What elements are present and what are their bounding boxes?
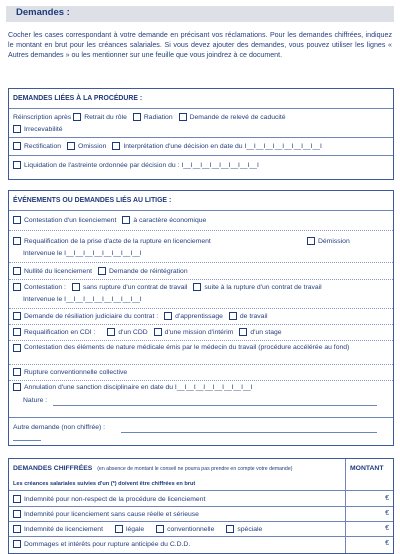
checkbox-sans-rupture[interactable] [72,283,80,291]
suite-rupture-label: suite à la rupture d'un contrat de travail [204,283,322,291]
reintegration-label: Demande de réintégration [109,267,188,275]
checkbox-apprentissage[interactable] [164,312,172,320]
demission-label: Démission [318,237,350,245]
de-travail-label: de travail [239,312,268,320]
divider [9,417,393,418]
checkbox-cdd[interactable] [107,328,115,336]
divider [9,324,393,325]
interpretation-label: Interprétation d'une décision en date du I__I__I__I__I__I__I__I__I [123,142,322,150]
divider [9,279,393,280]
procedure-section [8,88,394,180]
divider [9,137,393,138]
checkbox-retrait[interactable] [73,113,81,121]
row-resiliation [13,312,268,320]
item-row [13,525,262,533]
currency-symbol: € [385,540,389,547]
checkbox-demission[interactable] [307,237,315,245]
divider [9,521,393,522]
checkbox-de-travail[interactable] [229,312,237,320]
checkbox-liquidation[interactable] [13,161,21,169]
item-label: Dommages et intérêts pour rupture anticipée du C.D.D. [24,540,191,548]
speciale-label: spéciale [237,525,263,533]
item-row [13,510,199,518]
nullite-label: Nullité du licenciement [24,267,93,275]
conventionnelle-label: conventionnelle [167,525,215,533]
item-label: Indemnité pour licenciement sans cause réelle et sérieuse [24,510,199,518]
sans-rupture-label: sans rupture d'un contrat de travail [82,283,188,291]
economique-label: à caractère économique [133,216,207,224]
row-requalification [13,237,211,245]
divider [9,308,393,309]
contestation-licenciement-label: Contestation d'un licenciement [24,216,117,224]
divider [9,380,393,381]
item-row [13,540,190,548]
divider [9,230,393,231]
checkbox-annulation[interactable] [13,383,21,391]
apprentissage-label: d'apprentissage [175,312,223,320]
requal-cdi-label: Requalification en CDI : [24,328,96,336]
divider [9,155,393,156]
row-requal-cdi [13,328,282,336]
row-rectification [13,142,322,150]
row-annulation [13,383,252,391]
divider [9,536,393,537]
row-contestation-licenciement [13,216,206,224]
row-nullite [13,267,188,275]
section-title-litige: ÉVÉNEMENTS OU DEMANDES LIÉS AU LITIGE : [13,197,172,204]
checkbox-legale[interactable] [115,525,123,533]
checkbox-speciale[interactable] [226,525,234,533]
row-medical [13,343,385,352]
checkbox-requalification[interactable] [13,237,21,245]
page-title: Demandes : [16,7,70,18]
cdd-label: d'un CDD [118,328,148,336]
instructions-text: Cocher les cases correspondant à votre demande en précisant vos réclamations. Pour les demandes chiffrées, indiquez le montant en brut pour les créances salariales. Si vous devez ajouter des demandes, vous pouvez utiliser les lignes « Autres demandes » ou les mentionner sur une feuille que vous joindrez à ce document. [8,31,392,59]
checkbox-requal-cdi[interactable] [13,328,21,336]
divider [9,210,393,211]
contestation-label: Contestation : [24,283,66,291]
section-title-procedure: DEMANDES LIÉES À LA PROCÉDURE : [13,95,143,102]
nature-field[interactable] [53,405,377,406]
checkbox-reintegration[interactable] [98,267,106,275]
item-label: Indemnité pour non-respect de la procédure de licenciement [24,495,206,503]
reinscription-label: Réinscription après [13,113,72,121]
checkbox-resiliation[interactable] [13,312,21,320]
legale-label: légale [125,525,145,533]
checkbox-suite-rupture[interactable] [193,283,201,291]
radiation-label: Radiation [143,113,173,121]
divider [9,262,393,263]
intervenue-date-2: Intervenue le I__I__I__I__I__I__I__I__I [23,296,142,303]
checkbox-medical[interactable] [13,344,21,352]
rectification-label: Rectification [24,142,62,150]
currency-symbol: € [385,495,389,502]
medical-label: Contestation des éléments de nature médicale émis par le médecin du travail (procédure accélérée au fond) [24,344,350,351]
stage-label: d'un stage [250,328,282,336]
row-rupture-conventionnelle [13,368,127,376]
checkbox-item-cdd[interactable] [13,540,21,548]
checkbox-stage[interactable] [239,328,247,336]
checkbox-radiation[interactable] [133,113,141,121]
row-contestation [13,283,322,291]
resiliation-label: Demande de résiliation judiciaire du contrat : [24,312,159,320]
intervenue-date-1: Intervenue le I__I__I__I__I__I__I__I__I [23,250,142,257]
requalification-label: Requalification de la prise d'acte de la rupture en licenciement [24,237,211,245]
checkbox-interim[interactable] [154,328,162,336]
item-row [13,495,205,503]
row-reinscription [13,113,286,121]
demission-option [307,237,350,245]
autre-demande-field[interactable] [121,432,377,433]
litige-section [8,190,394,446]
checkbox-rupture-conventionnelle[interactable] [13,368,21,376]
checkbox-rectification[interactable] [13,142,21,150]
divider [9,490,393,491]
chiffrees-note: (en absence de montant le conseil ne pourra pas prendre en compte votre demande) [97,466,293,472]
interim-label: d'une mission d'intérim [164,328,234,336]
checkbox-item-sans-cause[interactable] [13,510,21,518]
demandes-header [6,6,394,22]
checkbox-interpretation[interactable] [112,142,120,150]
irrecevabilite-label: Irrecevabilité [24,125,63,133]
divider [9,108,393,109]
currency-symbol: € [385,525,389,532]
annulation-label: Annulation d'une sanction disciplinaire en date du I__I__I__I__I__I__I__I__I [24,383,253,391]
autre-demande-field-continued[interactable] [13,440,41,441]
checkbox-item-indemnite-licenciement[interactable] [13,525,21,533]
autre-demande-label: Autre demande (non chiffrée) : [13,424,106,431]
retrait-label: Retrait du rôle [84,113,127,121]
checkbox-economique[interactable] [122,216,130,224]
divider [9,364,393,365]
checkbox-item-procedure[interactable] [13,495,21,503]
omission-label: Omission [78,142,107,150]
creances-note: Les créances salariales suivies d'un (*) doivent être chiffrées en brut [13,481,196,487]
checkbox-irrecevabilite[interactable] [13,125,21,133]
checkbox-contestation[interactable] [13,283,21,291]
item-label: Indemnité de licenciement [24,525,103,533]
divider [9,340,393,341]
releve-label: Demande de relevé de caducité [189,113,286,121]
chiffrees-section [8,458,394,554]
montant-header: MONTANT [350,465,384,472]
nature-label: Nature : [23,397,48,404]
row-liquidation [13,161,259,169]
checkbox-omission[interactable] [67,142,75,150]
checkbox-conventionnelle[interactable] [156,525,164,533]
checkbox-releve-caducite[interactable] [179,113,187,121]
section-title-chiffrees [13,465,292,472]
row-irrecevabilite [13,125,63,133]
chiffrees-title: DEMANDES CHIFFRÉES [13,465,93,472]
rupture-conv-label: Rupture conventionnelle collective [24,368,128,376]
liquidation-label: Liquidation de l'astreinte ordonnée par décision du : I__I__I__I__I__I__I__I__I [24,161,259,169]
checkbox-contestation-licenciement[interactable] [13,216,21,224]
divider [9,506,393,507]
checkbox-nullite[interactable] [13,267,21,275]
currency-symbol: € [385,510,389,517]
